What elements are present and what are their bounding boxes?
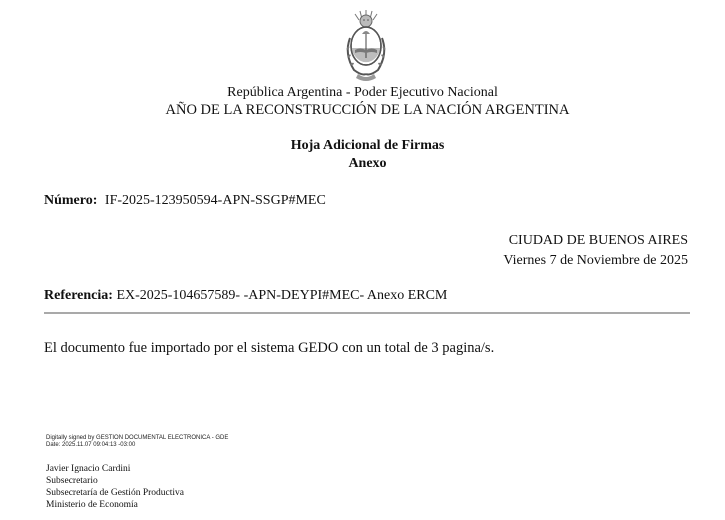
digital-signature [46, 435, 228, 449]
header-line-2: AÑO DE LA RECONSTRUCCIÓN DE LA NACIÓN ARGENTINA [165, 102, 570, 118]
divider [44, 312, 690, 314]
signer-role: Subsecretario [46, 476, 98, 486]
document-number-label: Número: [44, 193, 98, 208]
signer-name: Javier Ignacio Cardini [46, 464, 131, 474]
header-line-1: República Argentina - Poder Ejecutivo Nacional [227, 85, 498, 100]
document-subtitle: Anexo [348, 156, 387, 171]
signer-block [46, 463, 184, 511]
signer-office: Subsecretaría de Gestión Productiva [46, 488, 184, 498]
body-text: El documento fue importado por el sistema GEDO con un total de 3 pagina/s. [44, 340, 495, 356]
signer-ministry: Ministerio de Economía [46, 500, 138, 510]
digital-signature-by: Digitally signed by GESTION DOCUMENTAL ELECTRONICA - GDE [46, 435, 229, 441]
reference-value: EX-2025-104657589- -APN-DEYPI#MEC- Anexo ERCM [116, 288, 448, 303]
reference-label: Referencia: [44, 288, 113, 303]
reference [44, 288, 447, 304]
document-number [44, 193, 326, 209]
digital-signature-date: Date: 2025.11.07 09:04:13 -03:00 [46, 442, 136, 448]
date: Viernes 7 de Noviembre de 2025 [503, 253, 688, 268]
argentina-coat-of-arms-icon [340, 8, 392, 82]
city: CIUDAD DE BUENOS AIRES [508, 233, 688, 248]
document-title: Hoja Adicional de Firmas [290, 138, 445, 153]
document-number-value: IF-2025-123950594-APN-SSGP#MEC [104, 193, 326, 208]
